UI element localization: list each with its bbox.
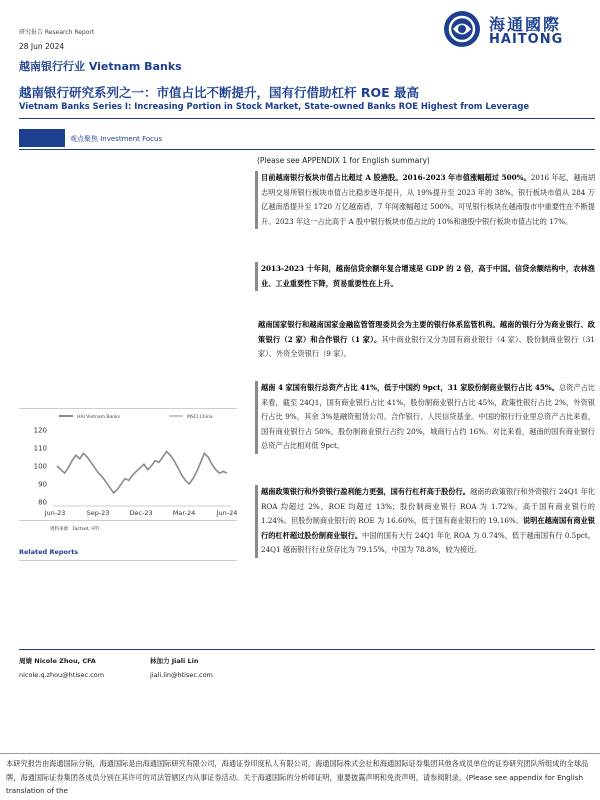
- performance-chart: [19, 410, 237, 520]
- focus-paragraph-2: [255, 262, 595, 291]
- report-title-english: Vietnam Banks Series I: Increasing Portion in Stock Market, State-owned Banks ROE Highest from Leverage: [19, 101, 530, 111]
- report-type-label: 研究报告 Research Report: [19, 29, 95, 36]
- x-tick-label: Jun-24: [216, 509, 237, 517]
- x-tick-label: Dec-23: [129, 509, 153, 517]
- chart-source: 资料来源：Factset, HTI: [50, 527, 99, 532]
- report-title-chinese: 越南银行研究系列之一：市值占比不断提升，国有行借助杠杆 ROE 最高: [19, 85, 419, 100]
- chart-top-rule: [19, 408, 237, 409]
- legend-label: HAI Vietnam Banks: [77, 415, 121, 420]
- paragraph-body: 其中商业银行又分为国有商业银行（4 家）、股份制商业银行（31 家）、外资全资银行（9 家）。: [258, 334, 595, 359]
- related-reports-heading: Related Reports: [19, 548, 79, 556]
- paragraph-body-2: 中国的国有大行 24Q1 年化 ROA 为 0.74%，低于越南国有行 0.5pct。24Q1 越南银行行业贷存比为 79.15%，中国为 78.8%，较为接近。: [261, 530, 595, 555]
- haitong-logo: [443, 10, 593, 50]
- paragraph-lead-2: 说明在越南国有商业银行的杠杆超过股份制商业银行。: [261, 516, 595, 540]
- y-tick-label: 120: [33, 426, 47, 435]
- investment-focus-marker: [19, 129, 65, 147]
- analyst-name: 林加力 Jiali Lin: [150, 657, 199, 665]
- paragraph-body: 总资产占比来看，截至 24Q1，国有商业银行占比 41%，股份制商业银行占比 45%，政策性银行占比 2%，外资银行占比 9%，其余 3%是融资租赁公司、合作银行、人民信贷基金。中国的银行行业里总资产占比来看，国有商业银行占 50%，股份制商业银行占约 20%，城商行占约 16%。对比来看，越南的国有商业银行总资产占比相对低 9pct。: [261, 383, 595, 451]
- analyst-email[interactable]: nicole.q.zhou@htisec.com: [19, 671, 105, 679]
- sector-title: 越南银行行业 Vietnam Banks: [19, 60, 182, 73]
- y-tick-label: 110: [33, 444, 47, 453]
- haitong-emblem-icon: [443, 10, 481, 48]
- y-tick-label: 90: [38, 480, 47, 489]
- analyst-email[interactable]: jiali.lin@htisec.com: [150, 671, 213, 679]
- focus-paragraph-4: [255, 381, 595, 454]
- report-date: 28 Jun 2024: [19, 42, 65, 51]
- logo-english-text: HAITONG: [489, 32, 564, 47]
- footer-divider: [0, 753, 600, 754]
- paragraph-body: 2016 年起，越南胡志明交易所银行板块市值占比稳步逐年提升，从 19%提升至 2023 年的 38%，银行板块市值从 284 万亿越南盾提升至 1720 万亿越南盾，7 年间涨幅超过 500%。可见银行板块在越南股市中重要性在不断提升。2023 年这一占比高于 A 股中银行板块市值占比的 10%和港股中银行板块市值占比的 17%。: [261, 173, 596, 226]
- focus-paragraph-1: [255, 171, 595, 229]
- legend-label: MSCI China: [187, 415, 213, 420]
- appendix-note: (Please see APPENDIX 1 for English summary): [257, 156, 430, 165]
- paragraph-lead: 目前越南银行板块市值占比超过 A 股港股。2016-2023 年市值涨幅超过 500%。: [261, 173, 531, 182]
- analyst-divider: [19, 649, 595, 650]
- logo-chinese-text: 海通國際: [489, 15, 562, 34]
- analyst-1: [19, 656, 104, 679]
- analyst-name: 周婧 Nicole Zhou, CFA: [19, 657, 96, 665]
- focus-divider: [19, 149, 595, 150]
- paragraph-lead: 越南 4 家国有银行总资产占比 41%，低于中国约 9pct，31 家股份制商业银行占比 45%。: [261, 383, 559, 392]
- analyst-2: [150, 656, 213, 679]
- disclaimer-footer: 本研究报告由海通国际分销，海通国际是由海通国际研究有限公司，海通证券印度私人有限公司，海通国际株式会社和海通国际证券集团其他各成员单位的证券研究团队所组成的全球品牌，海通国际证券集团各成员分别在其许可的司法管辖区内从事证券活动。关于海通国际的分析师证明，重要披露声明和免责声明，请参阅附录。(Please see appendix for English translation of the: [6, 759, 589, 795]
- paragraph-lead: 越南国家银行和越南国家金融监管管理委员会为主要的银行体系监管机构。越南的银行分为商业银行、政策银行（2 家）和合作银行（1 家）。: [258, 320, 595, 344]
- y-tick-label: 100: [33, 462, 47, 471]
- related-reports-rule: [19, 560, 237, 561]
- paragraph-lead: 2013-2023 十年间，越南信贷余额年复合增速是 GDP 的 2 倍，高于中国。信贷余额结构中，农林渔业、工业重要性下降，贸易重要性在上升。: [261, 264, 595, 288]
- x-tick-label: Jun-23: [44, 509, 66, 517]
- x-tick-label: Mar-24: [172, 509, 196, 517]
- x-tick-label: Sep-23: [86, 509, 110, 517]
- focus-paragraph-3: [255, 318, 595, 362]
- paragraph-lead: 越南政策银行和外资银行盈利能力更强，国有行杠杆高于股份行。: [261, 487, 470, 496]
- title-divider: [19, 118, 595, 119]
- paragraph-body: 越南的政策银行和外资银行 24Q1 年化 ROA 均超过 2%，ROE 均超过 13%；股份制商业银行 ROA 为 1.72%，高于国有商业银行的 1.24%。但股份制商业银行的 ROE 为 16.60%，低于国有商业银行的 19.16%。: [261, 487, 595, 526]
- focus-paragraph-5: [255, 485, 595, 558]
- series-line: [57, 452, 227, 493]
- chart-bottom-rule: [19, 520, 237, 521]
- investment-focus-label: 观点聚焦 Investment Focus: [70, 135, 163, 143]
- y-tick-label: 80: [38, 498, 47, 507]
